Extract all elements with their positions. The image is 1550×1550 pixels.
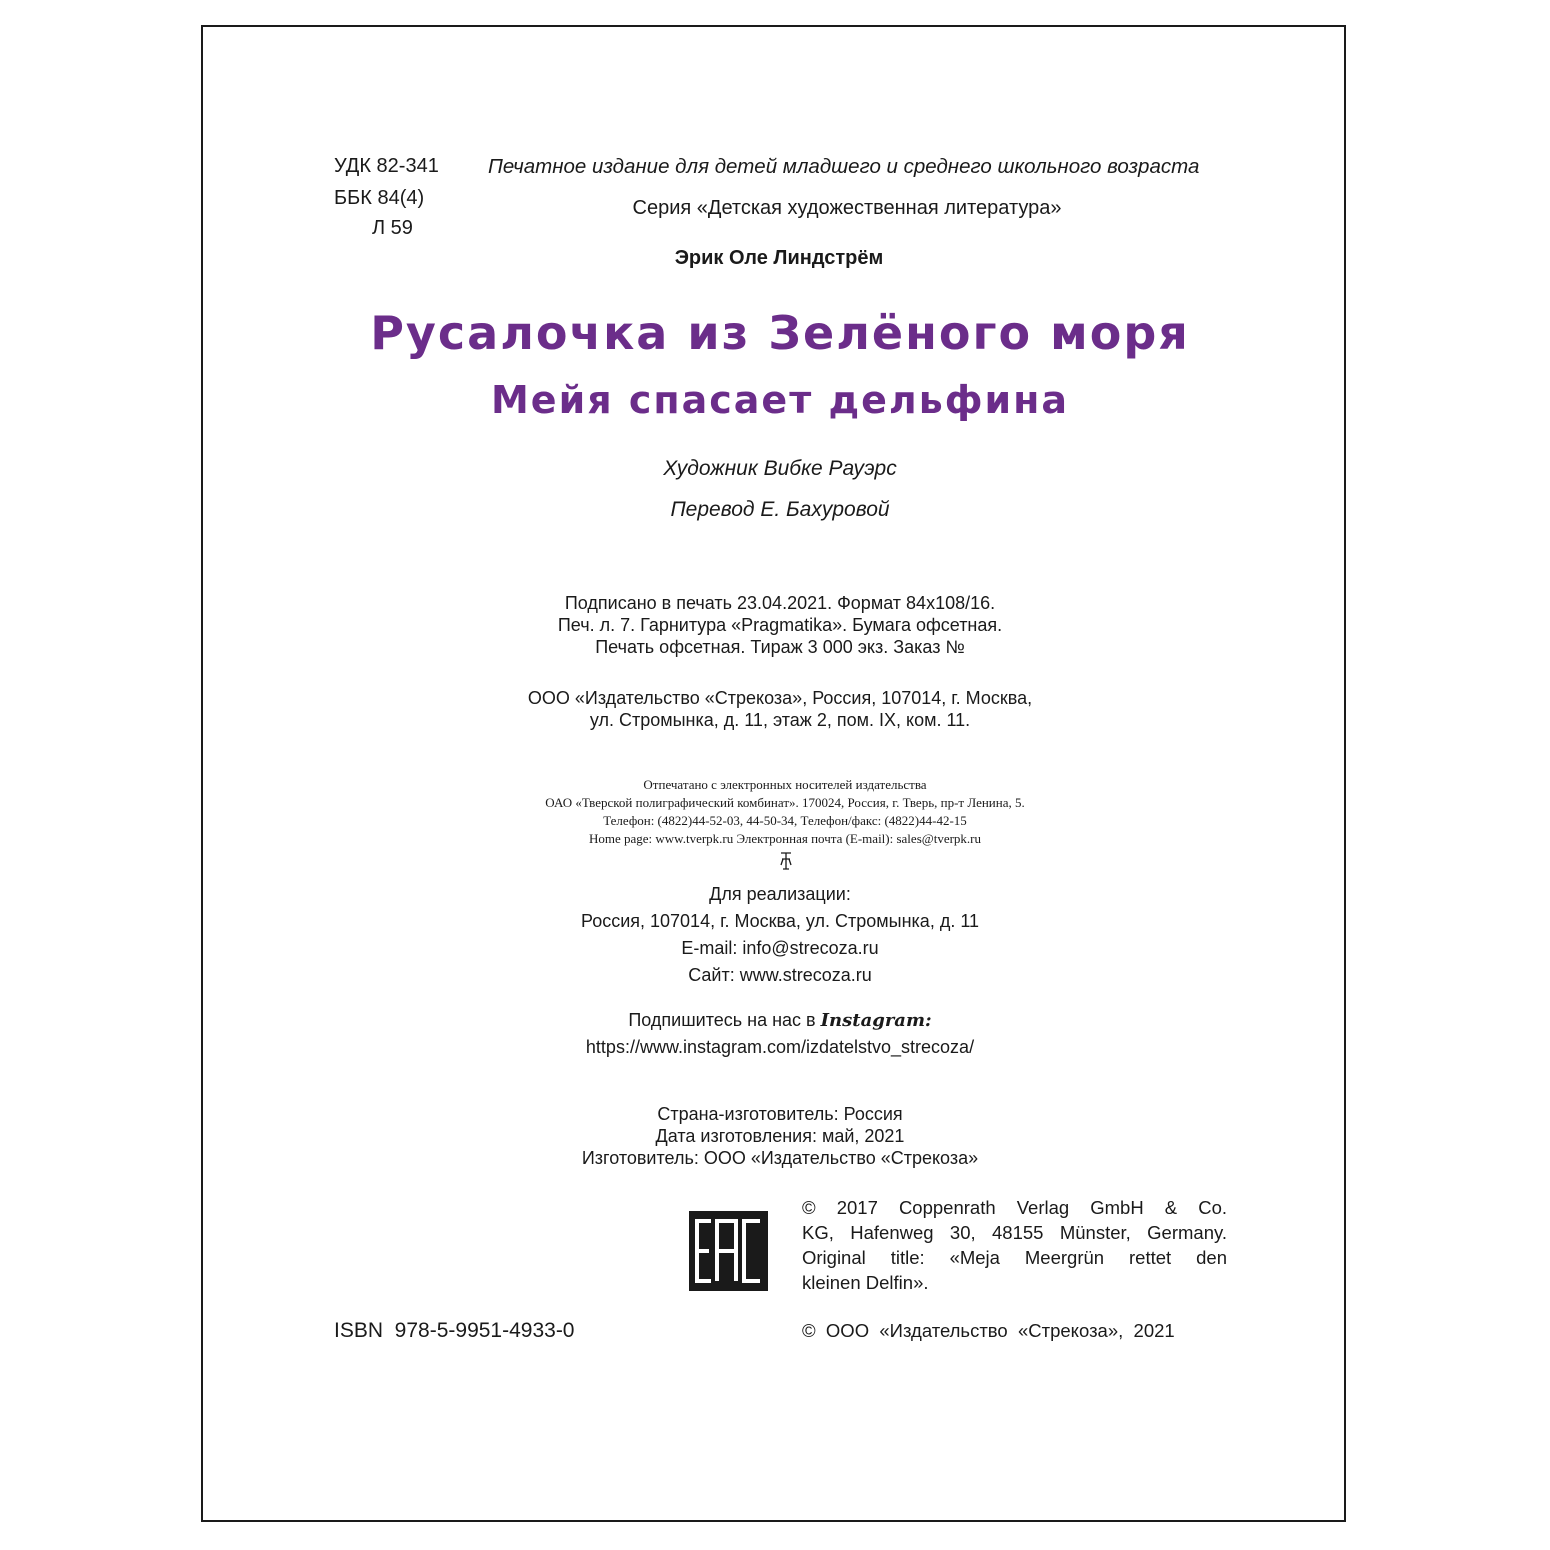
copyright-line: KG, Hafenweg 30, 48155 Münster, Germany. — [802, 1222, 1227, 1243]
sales-website: Сайт: www.strecoza.ru — [688, 965, 872, 985]
printer-line: Отпечатано с электронных носителей издательства — [643, 777, 927, 792]
series-line: Серия «Детская художественная литература» — [632, 197, 1062, 219]
eac-conformity-mark — [689, 1211, 768, 1291]
manufacturer-line: Страна-изготовитель: Россия — [657, 1104, 903, 1124]
printer-line: Телефон: (4822)44-52-03, 44-50-34, Телефон/факс: (4822)44-42-15 — [603, 813, 967, 828]
sales-email: E-mail: info@strecoza.ru — [681, 938, 879, 958]
author-name: Эрик Оле Линдстрём — [674, 247, 884, 269]
book-subtitle: Мейя спасает дельфина — [490, 378, 1069, 422]
manufacturer-line: Дата изготовления: май, 2021 — [655, 1126, 905, 1146]
isbn: ISBN 978-5-9951-4933-0 — [334, 1319, 575, 1342]
sales-heading: Для реализации: — [709, 884, 851, 904]
publisher-copyright: © ООО «Издательство «Стрекоза», 2021 — [802, 1320, 1175, 1341]
instagram-prompt — [5, 1009, 1550, 1032]
eac-icon — [689, 1211, 768, 1291]
udk-code: УДК 82-341 — [334, 155, 439, 177]
instagram-brand: Instagram: — [820, 1010, 932, 1031]
printer-logo-icon — [779, 851, 793, 871]
copyright-line: Original title: «Meja Meergrün rettet den — [802, 1247, 1227, 1268]
copyright-line: kleinen Delfin». — [802, 1272, 929, 1293]
original-copyright — [802, 1195, 1227, 1295]
book-title: Русалочка из Зелёного моря — [370, 306, 1190, 360]
publisher-address-line: ООО «Издательство «Стрекоза», Россия, 107014, г. Москва, — [527, 688, 1033, 708]
illustrator-credit: Художник Вибке Рауэрс — [663, 457, 897, 480]
audience-line: Печатное издание для детей младшего и среднего школьного возраста — [488, 155, 1200, 178]
copyright-line: © 2017 Coppenrath Verlag GmbH & Co. — [802, 1197, 1227, 1218]
print-info-line: Печать офсетная. Тираж 3 000 экз. Заказ № — [595, 637, 965, 657]
bbk-code: ББК 84(4) — [334, 187, 425, 209]
print-info-line: Печ. л. 7. Гарнитура «Pragmatika». Бумага офсетная. — [557, 615, 1003, 635]
author-mark: Л 59 — [372, 217, 413, 239]
translator-credit: Перевод Е. Бахуровой — [670, 498, 890, 521]
manufacturer-line: Изготовитель: ООО «Издательство «Стрекоза» — [581, 1148, 979, 1168]
printer-line: Home page: www.tverpk.ru Электронная почта (E-mail): sales@tverpk.ru — [588, 831, 982, 846]
sales-address: Россия, 107014, г. Москва, ул. Стромынка, д. 11 — [580, 911, 980, 931]
instagram-url[interactable]: https://www.instagram.com/izdatelstvo_strecoza/ — [585, 1037, 975, 1057]
publisher-address-line: ул. Стромынка, д. 11, этаж 2, пом. IX, ком. 11. — [589, 710, 971, 730]
printer-line: ОАО «Тверской полиграфический комбинат». 170024, Россия, г. Тверь, пр-т Ленина, 5. — [545, 795, 1025, 810]
print-info-line: Подписано в печать 23.04.2021. Формат 84х108/16. — [564, 593, 996, 613]
instagram-prefix: Подпишитесь на нас в — [628, 1010, 821, 1030]
